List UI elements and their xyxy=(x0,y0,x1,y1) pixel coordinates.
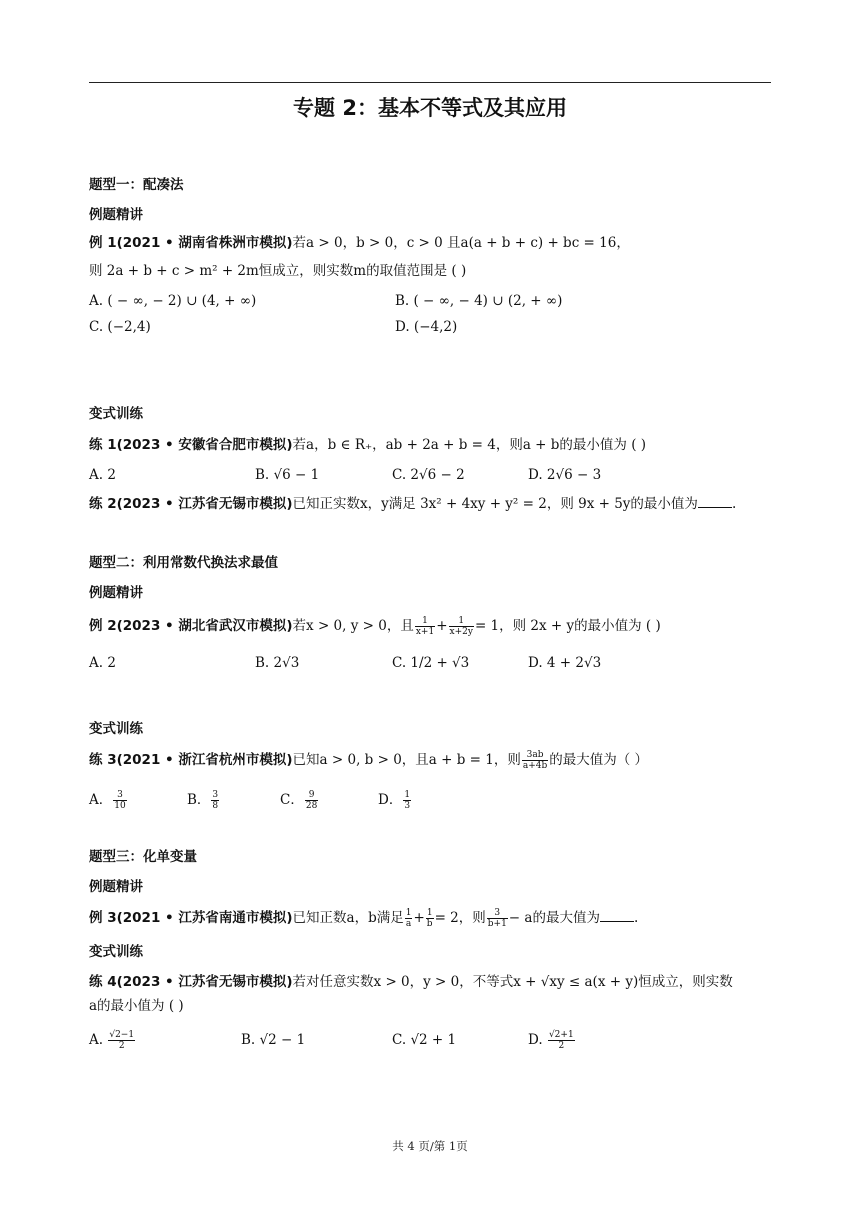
section-heading-3: 题型三：化单变量 xyxy=(89,849,197,865)
example-2-option-a: A. 2 xyxy=(89,655,116,671)
example-3-post: − a的最大值为 xyxy=(508,910,600,926)
practice-3-post: 的最大值为（ ） xyxy=(549,752,649,768)
fraction-denominator: 2 xyxy=(118,1041,125,1051)
fraction-numerator: 3 xyxy=(487,908,508,919)
example-2-fraction-1 xyxy=(415,616,435,637)
practice-3-option-a xyxy=(89,786,128,814)
fraction-numerator: 3ab xyxy=(522,750,548,761)
practice-1-text: 若a，b ∈ R₊，ab + 2a + b = 4，则a + b的最小值为 ( ) xyxy=(292,437,647,453)
example-1-label: 例 1(2021 • 湖南省株洲市模拟) xyxy=(89,235,293,251)
fraction-numerator: 1 xyxy=(404,790,411,800)
practice-2-end: . xyxy=(731,496,737,512)
fraction-denominator: 10 xyxy=(114,801,126,811)
fraction-denominator: 8 xyxy=(212,801,219,811)
fraction-denominator: 2 xyxy=(558,1041,565,1051)
example-1-option-a: A. ( − ∞, − 2) ∪ (4, + ∞) xyxy=(89,293,257,309)
practice-3-pre: 已知a > 0, b > 0，且a + b = 1，则 xyxy=(292,752,521,768)
fraction-denominator: 3 xyxy=(404,801,411,811)
example-1-option-d: D. (−4,2) xyxy=(395,319,458,335)
example-1-line-1 xyxy=(89,234,630,252)
example-3-end: . xyxy=(633,910,639,926)
fraction-denominator: x+1 xyxy=(415,627,435,637)
option-letter: C． xyxy=(280,792,304,808)
practice-1-option-c: C. 2√6 − 2 xyxy=(392,467,465,483)
example-2-pre: 若x > 0, y > 0，且 xyxy=(292,618,414,634)
page-footer: 共 4 页/第 1页 xyxy=(392,1139,468,1153)
section-heading-1: 题型一：配凑法 xyxy=(89,177,184,193)
option-letter: A. xyxy=(89,1032,104,1048)
fraction-denominator: b+1 xyxy=(487,919,507,929)
practice-4-option-a xyxy=(89,1026,136,1054)
option-fraction xyxy=(113,790,126,811)
practice-1-option-b: B. √6 − 1 xyxy=(255,467,320,483)
option-letter: B. xyxy=(241,1032,256,1048)
option-letter: C. xyxy=(392,1032,407,1048)
option-fraction xyxy=(403,790,411,811)
fraction-denominator: x+2y xyxy=(449,627,473,637)
fraction-denominator: a xyxy=(405,919,412,929)
fraction-numerator: 3 xyxy=(113,790,126,801)
option-letter: A． xyxy=(89,792,113,808)
option-text: √2 − 1 xyxy=(259,1032,306,1048)
option-fraction xyxy=(548,1030,575,1051)
example-3-fraction-1 xyxy=(405,908,413,929)
plus-sign: + xyxy=(436,618,448,634)
example-3-label: 例 3(2021 • 江苏省南通市模拟) xyxy=(89,910,293,926)
option-fraction xyxy=(305,790,318,811)
section-heading-2: 题型二：利用常数代换法求最值 xyxy=(89,555,278,571)
practice-3-option-d xyxy=(378,786,412,814)
fraction-numerator: 1 xyxy=(449,616,474,627)
fraction-numerator: 1 xyxy=(405,908,412,918)
practice-heading-1: 变式训练 xyxy=(89,406,143,422)
fraction-denominator: 28 xyxy=(305,801,318,811)
example-heading-3: 例题精讲 xyxy=(89,879,143,895)
option-fraction xyxy=(211,790,219,811)
example-2-option-d: D. 4 + 2√3 xyxy=(528,655,602,671)
practice-1-line xyxy=(89,436,646,454)
practice-3-option-b xyxy=(187,786,220,814)
practice-4-option-b xyxy=(241,1026,305,1054)
practice-2-label: 练 2(2023 • 江苏省无锡市模拟) xyxy=(89,496,293,512)
practice-3-line xyxy=(89,746,648,774)
practice-1-option-d: D. 2√6 − 3 xyxy=(528,467,602,483)
example-2-label: 例 2(2023 • 湖北省武汉市模拟) xyxy=(89,618,293,634)
fraction-numerator: 3 xyxy=(212,790,219,800)
example-2-post: = 1，则 2x + y的最小值为 ( ) xyxy=(474,618,661,634)
practice-2-line xyxy=(89,495,736,513)
practice-4-option-c xyxy=(392,1026,456,1054)
example-heading-1: 例题精讲 xyxy=(89,207,143,223)
example-1-option-b: B. ( − ∞, − 4) ∪ (2, + ∞) xyxy=(395,293,563,309)
example-2-line xyxy=(89,612,661,640)
practice-1-label: 练 1(2023 • 安徽省合肥市模拟) xyxy=(89,437,293,453)
practice-4-line-1 xyxy=(89,973,733,991)
example-3-fraction-2 xyxy=(426,908,434,929)
option-letter: B． xyxy=(187,792,211,808)
example-2-option-b: B. 2√3 xyxy=(255,655,300,671)
practice-4-option-d xyxy=(528,1026,576,1054)
answer-blank xyxy=(698,495,732,508)
example-1-option-c: C. (−2,4) xyxy=(89,319,151,335)
practice-3-option-c xyxy=(280,786,319,814)
example-2-fraction-2 xyxy=(449,616,474,637)
header-rule xyxy=(89,82,771,83)
practice-heading-2: 变式训练 xyxy=(89,721,143,737)
plus-sign: + xyxy=(413,910,425,926)
practice-2-text: 已知正实数x，y满足 3x² + 4xy + y² = 2，则 9x + 5y的最小值为 xyxy=(292,496,698,512)
fraction-numerator: √2+1 xyxy=(548,1030,574,1040)
option-fraction xyxy=(108,1030,135,1051)
practice-4-text-1: 若对任意实数x > 0，y > 0，不等式x + √xy ≤ a(x + y)恒成立，则实数 xyxy=(292,974,733,990)
example-1-text-1: 若a > 0，b > 0，c > 0 且a(a + b + c) + bc = 16， xyxy=(292,235,630,251)
example-heading-2: 例题精讲 xyxy=(89,585,143,601)
practice-4-line-2: a的最小值为 ( ) xyxy=(89,998,184,1014)
page-title: 专题 2：基本不等式及其应用 xyxy=(293,96,567,120)
example-3-pre: 已知正数a，b满足 xyxy=(292,910,404,926)
fraction-numerator: √2−1 xyxy=(109,1030,135,1040)
option-text: √2 + 1 xyxy=(410,1032,457,1048)
answer-blank xyxy=(600,909,634,922)
practice-heading-3: 变式训练 xyxy=(89,944,143,960)
example-2-option-c: C. 1/2 + √3 xyxy=(392,655,470,671)
fraction-denominator: a+4b xyxy=(522,761,548,771)
fraction-numerator: 1 xyxy=(426,908,433,918)
practice-4-label: 练 4(2023 • 江苏省无锡市模拟) xyxy=(89,974,293,990)
fraction-numerator: 9 xyxy=(305,790,318,801)
example-3-fraction-3 xyxy=(487,908,508,929)
option-letter: D． xyxy=(378,792,403,808)
example-3-line xyxy=(89,904,638,932)
practice-3-label: 练 3(2021 • 浙江省杭州市模拟) xyxy=(89,752,293,768)
practice-3-fraction xyxy=(522,750,548,771)
option-letter: D. xyxy=(528,1032,543,1048)
example-1-line-2: 则 2a + b + c > m² + 2m恒成立，则实数m的取值范围是 ( ) xyxy=(89,263,467,279)
example-3-mid: = 2，则 xyxy=(434,910,486,926)
fraction-numerator: 1 xyxy=(415,616,435,627)
fraction-denominator: b xyxy=(426,919,433,929)
practice-1-option-a: A. 2 xyxy=(89,467,116,483)
